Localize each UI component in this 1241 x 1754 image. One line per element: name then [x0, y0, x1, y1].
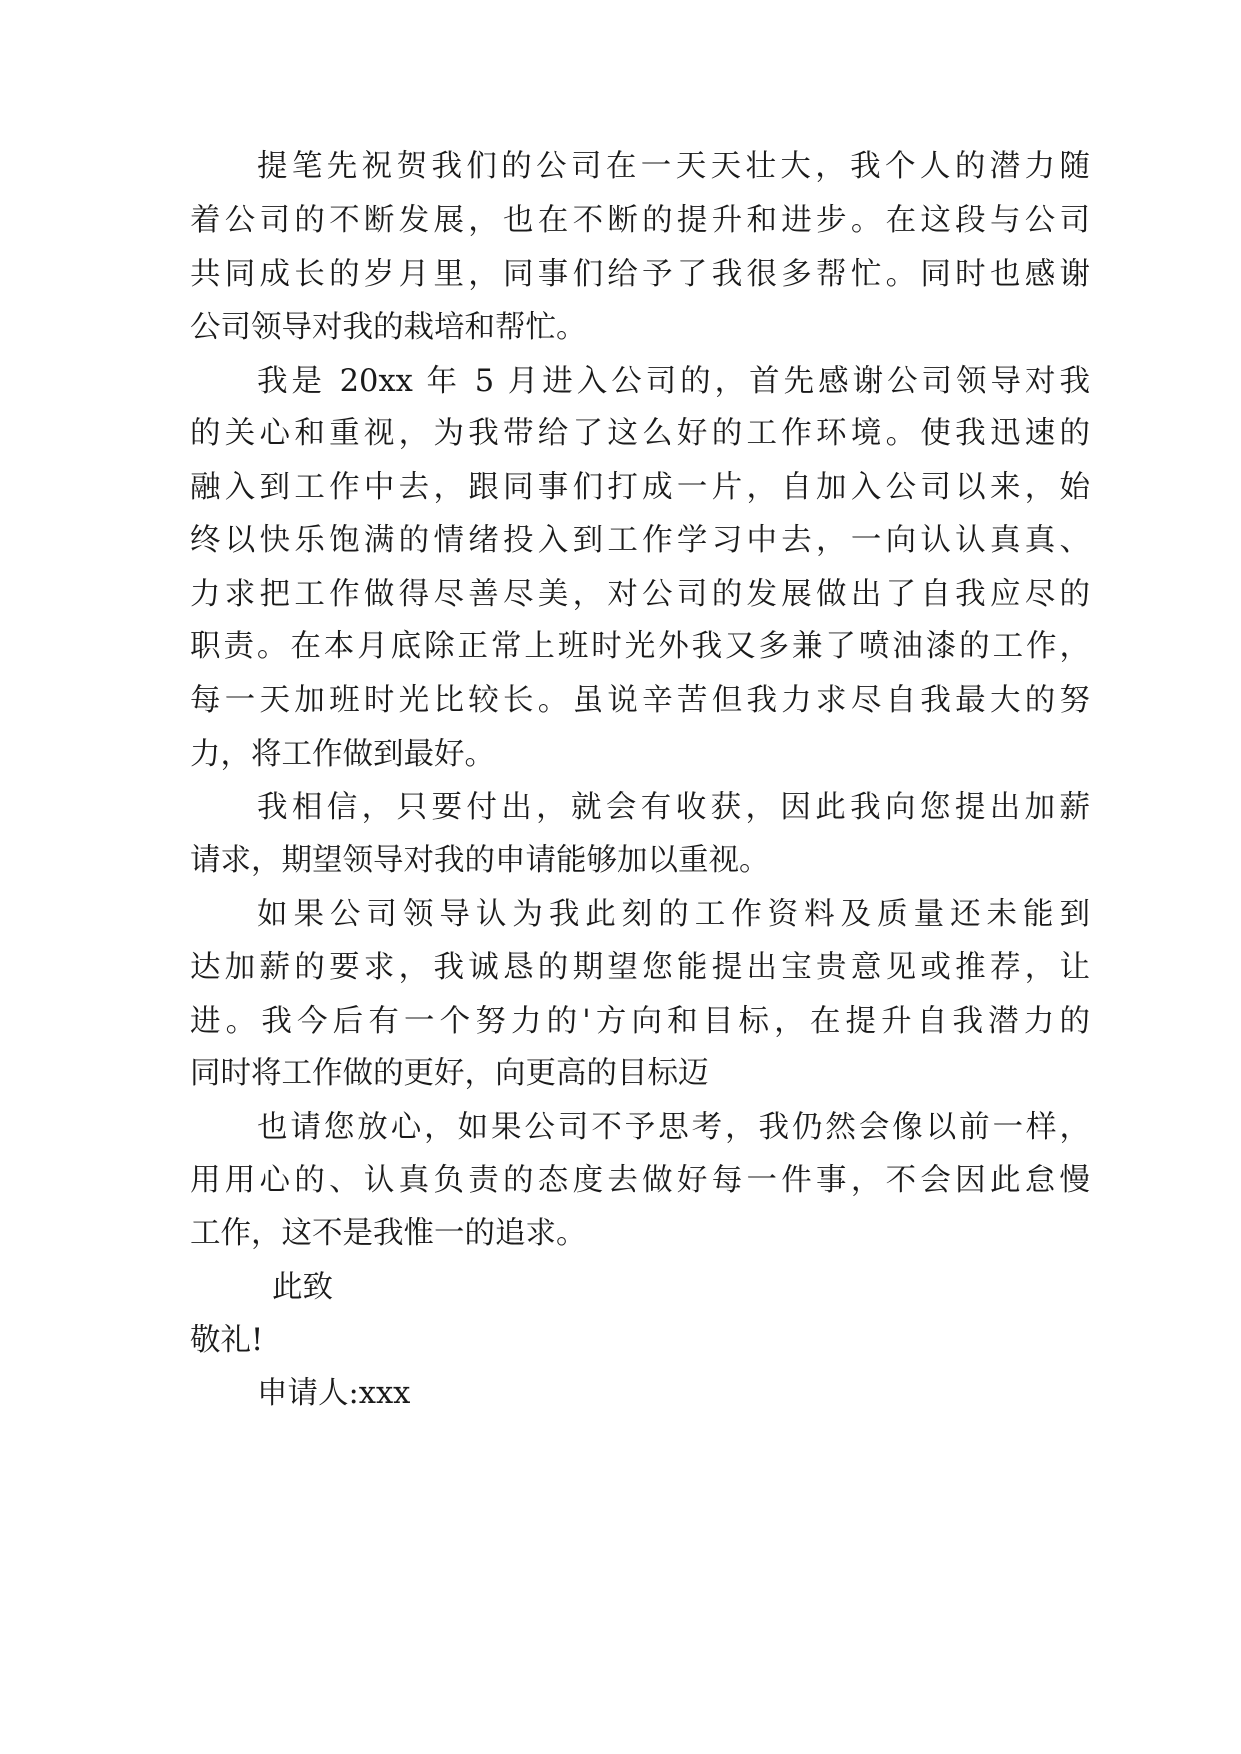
paragraph-2-line-3: 融入到工作中去，跟同事们打成一片，自加入公司以来，始 [190, 470, 1090, 505]
paragraph-4-line-1: 如果公司领导认为我此刻的工作资料及质量还未能到 [257, 897, 1090, 932]
paragraph-1-line-1: 提笔先祝贺我们的公司在一天天壮大，我个人的潜力随 [257, 149, 1090, 184]
paragraph-2-line-5: 力求把工作做得尽善尽美，对公司的发展做出了自我应尽的 [190, 577, 1090, 612]
signature-text: 申请人:xxx [257, 1376, 411, 1411]
paragraph-2-line-6: 职责。在本月底除正常上班时光外我又多兼了喷油漆的工作， [190, 629, 1090, 664]
paragraph-1-line-3: 共同成长的岁月里，同事们给予了我很多帮忙。同时也感谢 [190, 257, 1090, 292]
closing-text: 此致 [272, 1270, 333, 1305]
paragraph-2-line-8: 力，将工作做到最好。 [190, 737, 495, 772]
paragraph-3-line-2: 请求，期望领导对我的申请能够加以重视。 [190, 843, 770, 878]
paragraph-4-line-3: 进。我今后有一个努力的'方向和目标，在提升自我潜力的 [190, 1004, 1090, 1039]
paragraph-5-line-3: 工作，这不是我惟一的追求。 [190, 1216, 587, 1251]
paragraph-2-line-2: 的关心和重视，为我带给了这么好的工作环境。使我迅速的 [190, 416, 1090, 451]
paragraph-2-line-4: 终以快乐饱满的情绪投入到工作学习中去，一向认认真真、 [190, 523, 1090, 558]
paragraph-4-line-2: 达加薪的要求，我诚恳的期望您能提出宝贵意见或推荐，让 [190, 950, 1090, 985]
paragraph-5-line-2: 用用心的、认真负责的态度去做好每一件事，不会因此怠慢 [190, 1163, 1090, 1198]
paragraph-5-line-1: 也请您放心，如果公司不予思考，我仍然会像以前一样， [257, 1110, 1090, 1145]
paragraph-1-line-2: 着公司的不断发展，也在不断的提升和进步。在这段与公司 [190, 203, 1090, 238]
salute-text: 敬礼! [190, 1323, 264, 1358]
paragraph-2-line-7: 每一天加班时光比较长。虽说辛苦但我力求尽自我最大的努 [190, 683, 1090, 718]
paragraph-1-line-4: 公司领导对我的栽培和帮忙。 [190, 310, 587, 345]
paragraph-3-line-1: 我相信，只要付出，就会有收获，因此我向您提出加薪 [257, 790, 1090, 825]
paragraph-2-line-1: 我是 20xx 年 5 月进入公司的，首先感谢公司领导对我 [257, 364, 1090, 399]
paragraph-4-line-4: 同时将工作做的更好，向更高的目标迈 [190, 1056, 709, 1091]
